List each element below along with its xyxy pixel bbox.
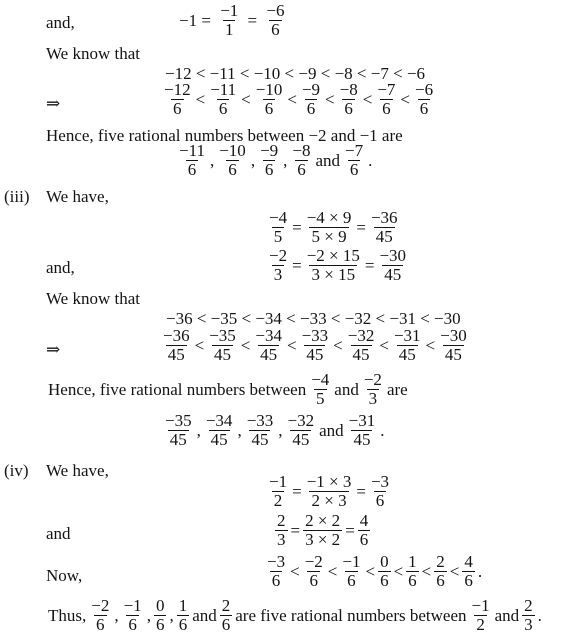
less-than: < <box>194 335 205 355</box>
fraction: $\frac{-3}{6}$ <box>267 552 286 590</box>
fraction: $\frac{-32}{45}$ <box>347 326 375 364</box>
equals-sign: = <box>290 520 301 540</box>
fraction: $\frac{2}{6}$ <box>436 552 445 590</box>
fraction: $\frac{2}{3}$ <box>524 596 533 634</box>
comma: , <box>114 605 119 625</box>
less-than: < <box>195 89 206 109</box>
fraction: $\frac{-4 \times 9}{5 \times 9}$ <box>306 208 352 246</box>
thus-word: Thus, <box>48 605 87 625</box>
and-word: and <box>494 605 520 625</box>
fraction: $\frac{-8}{6}$ <box>339 80 358 118</box>
fraction: $\frac{-35}{45}$ <box>209 326 236 364</box>
fraction-inequality <box>264 553 484 590</box>
fraction: $\frac{-1}{1}$ <box>220 1 239 39</box>
tail-text: are five rational numbers between <box>235 605 467 625</box>
period: . <box>380 420 385 440</box>
comma: , <box>169 605 174 625</box>
fraction: $\frac{-34}{45}$ <box>205 411 233 449</box>
fraction: $\frac{-2 \times 15}{3 \times 15}$ <box>306 246 360 284</box>
part-label: (iv) <box>4 461 29 480</box>
fraction: $\frac{-1}{6}$ <box>123 596 142 634</box>
fraction: $\frac{-35}{45}$ <box>165 411 192 449</box>
fraction: $\frac{1}{6}$ <box>408 552 417 590</box>
less-than: < <box>365 561 376 581</box>
fraction: $\frac{2 \times 2}{3 \times 2}$ <box>305 511 341 549</box>
comma: , <box>250 150 256 170</box>
fraction-inequality <box>160 327 470 364</box>
less-than: < <box>362 89 373 109</box>
fraction: $\frac{-3}{6}$ <box>370 472 390 510</box>
fraction: $\frac{-32}{45}$ <box>287 411 315 449</box>
fraction: $\frac{-7}{6}$ <box>345 141 364 179</box>
fraction: $\frac{-11}{6}$ <box>210 80 237 118</box>
we-have: We have, <box>46 461 109 480</box>
fraction: $\frac{-1}{6}$ <box>342 552 361 590</box>
fraction: $\frac{-9}{6}$ <box>301 80 321 118</box>
fraction: $\frac{-1 \times 3}{2 \times 3}$ <box>306 472 352 510</box>
fraction: $\frac{-33}{45}$ <box>246 411 274 449</box>
equals-sign: = <box>292 255 302 275</box>
comma: , <box>237 420 242 440</box>
hence-text: Hence, five rational numbers between <box>48 379 307 399</box>
are-word: are <box>386 379 408 399</box>
equals-sign: = <box>356 217 366 237</box>
fraction: $\frac{-6}{6}$ <box>415 80 434 118</box>
less-than: < <box>286 335 297 355</box>
fraction: $\frac{2}{6}$ <box>221 596 231 634</box>
we-have: We have, <box>46 187 109 206</box>
comma: , <box>283 150 288 170</box>
comma: , <box>209 150 215 170</box>
fraction: $\frac{-2}{3}$ <box>363 370 382 408</box>
less-than: < <box>333 335 343 355</box>
fraction: $\frac{-30}{45}$ <box>379 246 407 284</box>
fraction: $\frac{-4}{5}$ <box>269 208 288 246</box>
comma: , <box>278 420 283 440</box>
integer-inequality: −36 < −35 < −34 < −33 < −32 < −31 < −30 <box>166 309 461 328</box>
and-word: and <box>334 379 359 399</box>
and-label: and, <box>46 258 75 277</box>
fraction: $\frac{-1}{2}$ <box>269 472 288 510</box>
period: . <box>477 561 483 581</box>
fraction: $\frac{-34}{45}$ <box>255 326 282 364</box>
equals-sign: = <box>364 255 375 275</box>
less-than: < <box>240 335 251 355</box>
equation-neg4-5 <box>266 209 401 246</box>
neg-one-equation <box>177 2 287 39</box>
hence-statement <box>46 371 410 408</box>
comma: , <box>196 420 201 440</box>
now-label: Now, <box>46 566 83 585</box>
equals-sign: = <box>247 10 258 30</box>
comma: , <box>146 605 151 625</box>
equation-2-3 <box>274 512 371 549</box>
equation-neg1-2 <box>266 473 392 510</box>
fraction: $\frac{-30}{45}$ <box>440 326 467 364</box>
fraction: $\frac{-2}{6}$ <box>304 552 323 590</box>
part-label: (iii) <box>4 187 30 206</box>
we-know-that: We know that <box>46 44 140 63</box>
less-than: < <box>287 89 297 109</box>
fraction: $\frac{2}{3}$ <box>277 511 286 549</box>
fraction: $\frac{-2}{3}$ <box>269 246 288 284</box>
fraction: $\frac{-1}{2}$ <box>471 596 490 634</box>
fraction: $\frac{0}{6}$ <box>155 596 165 634</box>
fraction: $\frac{-2}{6}$ <box>91 596 110 634</box>
equals-sign: = <box>292 217 302 237</box>
fraction: $\frac{-10}{6}$ <box>219 141 246 179</box>
fraction: $\frac{-4}{5}$ <box>311 370 330 408</box>
fraction: $\frac{-36}{45}$ <box>163 326 190 364</box>
conclusion-line <box>46 597 544 634</box>
fraction: $\frac{-12}{6}$ <box>164 80 191 118</box>
less-than: < <box>327 561 338 581</box>
fraction: $\frac{-9}{6}$ <box>260 141 279 179</box>
fraction: $\frac{4}{6}$ <box>359 511 369 549</box>
equals-sign: = <box>345 520 355 540</box>
less-than: < <box>325 89 335 109</box>
fraction: $\frac{-8}{6}$ <box>292 141 311 179</box>
less-than: < <box>449 561 460 581</box>
and-label: and <box>46 524 71 543</box>
answer-fractions <box>162 412 387 449</box>
hence-statement: Hence, five rational numbers between −2 and −1 are <box>46 126 403 145</box>
less-than: < <box>379 335 389 355</box>
fraction: $\frac{1}{6}$ <box>178 596 188 634</box>
and-word: and <box>192 605 217 625</box>
fraction: $\frac{-6}{6}$ <box>266 1 285 39</box>
fraction: $\frac{-10}{6}$ <box>255 80 283 118</box>
answer-fractions <box>176 142 374 179</box>
equals-sign: = <box>356 481 366 501</box>
less-than: < <box>421 561 432 581</box>
we-know-that: We know that <box>46 289 140 308</box>
fraction: $\frac{4}{6}$ <box>464 552 473 590</box>
less-than: < <box>290 561 300 581</box>
and-word: and <box>319 420 344 440</box>
implies-symbol: ⇒ <box>46 340 61 359</box>
period: . <box>368 150 373 170</box>
equation-neg2-3 <box>266 247 409 284</box>
and-word: and <box>315 150 341 170</box>
fraction-inequality <box>161 81 436 118</box>
fraction: $\frac{-31}{45}$ <box>393 326 421 364</box>
equals-sign: = <box>292 481 302 501</box>
fraction: $\frac{0}{6}$ <box>380 552 389 590</box>
neg-one-lhs: −1 = <box>179 10 211 30</box>
less-than: < <box>425 335 436 355</box>
integer-inequality: −12 < −11 < −10 < −9 < −8 < −7 < −6 <box>165 64 426 83</box>
fraction: $\frac{-33}{45}$ <box>301 326 329 364</box>
and-label: and, <box>46 13 75 32</box>
period: . <box>537 605 542 625</box>
fraction: $\frac{-31}{45}$ <box>348 411 376 449</box>
implies-symbol: ⇒ <box>46 94 61 113</box>
fraction: $\frac{-36}{45}$ <box>370 208 398 246</box>
fraction: $\frac{-11}{6}$ <box>179 141 205 179</box>
less-than: < <box>393 561 404 581</box>
less-than: < <box>400 89 410 109</box>
fraction: $\frac{-7}{6}$ <box>377 80 396 118</box>
less-than: < <box>241 89 251 109</box>
